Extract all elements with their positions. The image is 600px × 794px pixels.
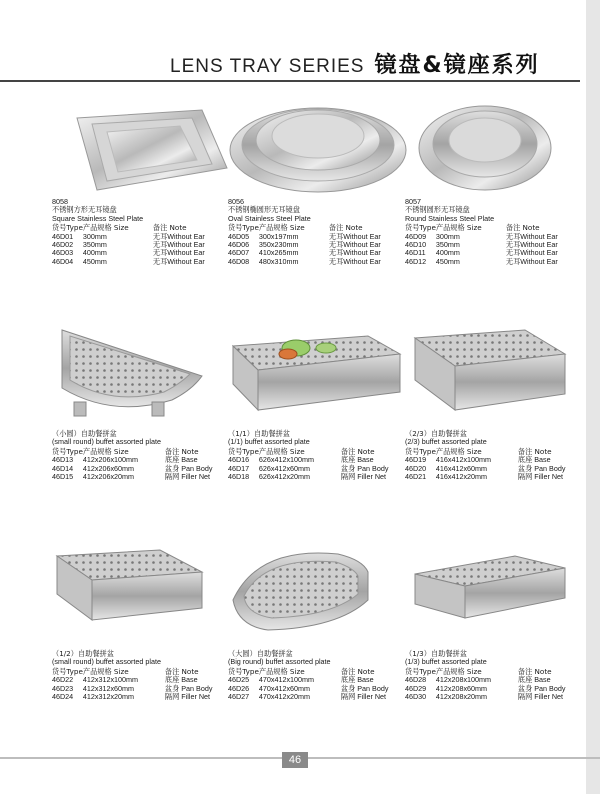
table-row: 46D29 412x208x60mm 盆身 Pan Body [405,683,566,693]
page-title-en: LENS TRAY SERIES [170,56,365,77]
table-row: 46D15 412x206x20mm 隔网 Filler Net [52,472,211,482]
spec-table [228,224,413,266]
product-name-cn: 不锈钢方形无耳镜盘 [52,205,117,215]
header-size: 产品规格 Size [82,666,129,676]
table-row: 46D26 470x412x60mm 盆身 Pan Body [228,683,389,693]
spec-table [405,224,590,266]
table-row: 46D08 480x310mm 无耳Without Ear [228,256,381,266]
product-round-plate [405,88,590,266]
spec-table [52,224,237,266]
table-row: 46D05 300x197mm 无耳Without Ear [228,231,381,241]
header-note: 备注 Note [164,666,199,676]
header-note: 备注 Note [328,223,363,233]
product-oval-plate [228,88,413,266]
header-size: 产品规格 Size [82,446,129,456]
small-round-tray-image [52,318,237,426]
table-row: 46D01 300mm 无耳Without Ear [52,231,205,241]
header-type: 货号Type [228,446,259,456]
two-thirds-tray-image [405,318,590,426]
product-code: 8056 [228,197,244,206]
page-number: 46 [282,752,308,768]
product-name-en: Round Stainless Steel Plate [405,213,495,223]
table-row: 46D30 412x208x20mm 隔网 Filler Net [405,692,564,702]
header-size: 产品规格 Size [435,223,482,233]
table-row: 46D28 412x208x100mm 底座 Base [405,675,551,685]
product-title-cn: （小圆）自助餐拼盆 [52,429,117,438]
table-row: 46D21 416x412x20mm 隔网 Filler Net [405,472,564,482]
header-type: 货号Type [228,666,259,676]
table-row: 46D02 350mm 无耳Without Ear [52,240,205,250]
table-row: 46D10 350mm 无耳Without Ear [405,240,558,250]
product-square-plate [52,88,237,266]
product-full-tray [228,318,413,481]
one-third-tray-image [405,538,590,646]
table-row: 46D16 626x412x100mm 底座 Base [228,455,374,465]
spec-table [52,448,237,482]
spec-table [228,668,413,702]
header-note: 备注 Note [340,666,375,676]
header-note: 备注 Note [152,223,187,233]
product-title-en: (small round) buffet assorted plate [52,657,161,667]
table-row: 46D24 412x312x20mm 隔网 Filler Net [52,692,211,702]
product-code: 8058 [52,197,68,206]
table-row: 46D06 350x230mm 无耳Without Ear [228,240,381,250]
product-name-cn: 不锈钢椭圆形无耳镜盘 [228,205,300,215]
oval-plate-image [228,88,413,196]
header-size: 产品规格 Size [258,446,305,456]
big-round-tray-image [228,538,413,646]
product-title-en: (2/3) buffet assorted plate [405,437,487,447]
table-row: 46D17 626x412x60mm 盆身 Pan Body [228,463,389,473]
product-code: 8057 [405,197,421,206]
header-type: 货号Type [405,666,436,676]
header-size: 产品规格 Size [82,223,129,233]
product-name-en: Oval Stainless Steel Plate [228,213,311,223]
spec-table [52,668,237,702]
header-type: 货号Type [405,223,436,233]
product-name-cn: 不锈钢圆形无耳镜盘 [405,205,470,215]
product-two-thirds-tray [405,318,590,481]
spec-table [405,448,590,482]
product-name-en: Square Stainless Steel Plate [52,213,144,223]
product-title-en: (1/1) buffet assorted plate [228,437,310,447]
header-note: 备注 Note [517,446,552,456]
full-tray-image [228,318,413,426]
header-note: 备注 Note [164,446,199,456]
product-title-cn: （1/3）自助餐拼盆 [405,649,467,658]
table-row: 46D25 470x412x100mm 底座 Base [228,675,374,685]
header-type: 货号Type [52,223,83,233]
page-header [170,48,580,79]
table-row: 46D07 410x265mm 无耳Without Ear [228,248,381,258]
spec-table [228,448,413,482]
header-size: 产品规格 Size [435,446,482,456]
table-row: 46D23 412x312x60mm 盆身 Pan Body [52,683,213,693]
table-row: 46D14 412x206x60mm 盆身 Pan Body [52,463,213,473]
table-row: 46D04 450mm 无耳Without Ear [52,256,205,266]
product-title-cn: （1/1）自助餐拼盆 [228,429,290,438]
header-note: 备注 Note [517,666,552,676]
table-row: 46D22 412x312x100mm 底座 Base [52,675,198,685]
header-size: 产品规格 Size [435,666,482,676]
header-size: 产品规格 Size [258,223,305,233]
half-tray-image [52,538,237,646]
header-note: 备注 Note [505,223,540,233]
table-row: 46D12 450mm 无耳Without Ear [405,256,558,266]
header-type: 货号Type [52,666,83,676]
square-plate-image [52,88,237,196]
table-row: 46D11 400mm 无耳Without Ear [405,248,558,258]
product-title-cn: （1/2）自助餐拼盆 [52,649,114,658]
product-one-third-tray [405,538,590,701]
header-type: 货号Type [52,446,83,456]
product-title-en: (1/3) buffet assorted plate [405,657,487,667]
table-row: 46D19 416x412x100mm 底座 Base [405,455,551,465]
header-rule [0,80,580,82]
product-title-en: (Big round) buffet assorted plate [228,657,331,667]
spec-table [405,668,590,702]
table-row: 46D13 412x206x100mm 底座 Base [52,455,198,465]
table-row: 46D09 300mm 无耳Without Ear [405,231,558,241]
product-title-cn: （2/3）自助餐拼盆 [405,429,467,438]
table-row: 46D03 400mm 无耳Without Ear [52,248,205,258]
product-big-round-tray [228,538,413,701]
header-type: 货号Type [228,223,259,233]
product-small-round-tray [52,318,237,481]
table-row: 46D27 470x412x20mm 隔网 Filler Net [228,692,387,702]
product-title-en: (small round) buffet assorted plate [52,437,161,447]
table-row: 46D18 626x412x20mm 隔网 Filler Net [228,472,387,482]
header-type: 货号Type [405,446,436,456]
round-plate-image [405,88,590,196]
product-half-tray [52,538,237,701]
product-title-cn: （大圆）自助餐拼盆 [228,649,293,658]
table-row: 46D20 416x412x60mm 盆身 Pan Body [405,463,566,473]
header-note: 备注 Note [340,446,375,456]
header-size: 产品规格 Size [258,666,305,676]
page-title-cn: 镜盘&镜座系列 [374,53,540,78]
